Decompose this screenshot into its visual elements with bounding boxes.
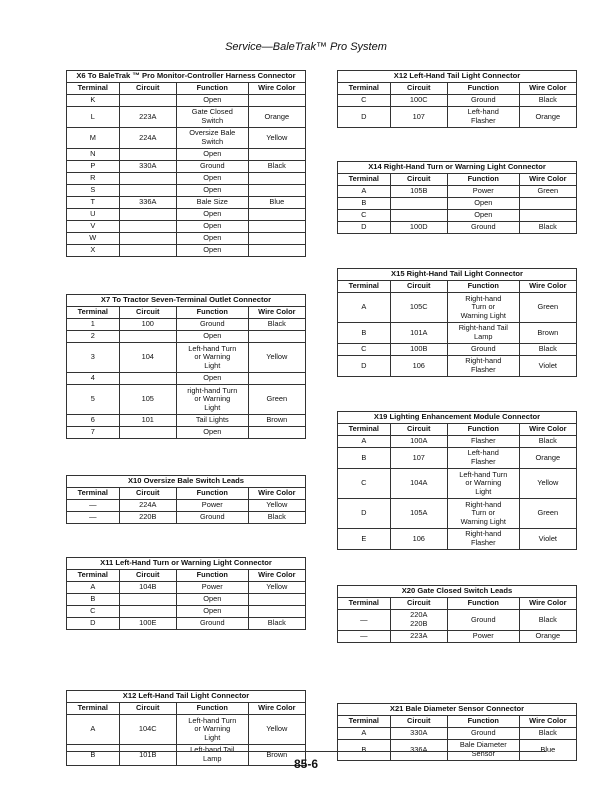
cell-circuit: 330A xyxy=(390,728,447,740)
table-x12-left-tail-light-cd xyxy=(337,70,577,128)
table-row xyxy=(338,529,577,550)
column-header-circuit: Circuit xyxy=(390,716,447,728)
cell-wire-color: Orange xyxy=(519,107,576,128)
cell-function: Open xyxy=(176,331,248,343)
cell-circuit: 104C xyxy=(119,715,176,745)
cell-circuit: 105C xyxy=(390,293,447,323)
table-title: X11 Left-Hand Turn or Warning Light Connector xyxy=(67,558,306,570)
cell-circuit: 100E xyxy=(119,618,176,630)
cell-circuit: 100B xyxy=(390,344,447,356)
cell-circuit: 336A xyxy=(119,197,176,209)
cell-function: Bale Diameter Sensor xyxy=(447,740,519,761)
table-title: X14 Right-Hand Turn or Warning Light Connector xyxy=(338,162,577,174)
column-header-terminal: Terminal xyxy=(67,307,120,319)
cell-function: Left-hand Tail Lamp xyxy=(176,745,248,766)
cell-circuit xyxy=(119,331,176,343)
column-header-function: Function xyxy=(447,83,519,95)
column-header-function: Function xyxy=(176,307,248,319)
cell-circuit: 105B xyxy=(390,186,447,198)
cell-wire-color xyxy=(248,95,305,107)
table-row xyxy=(338,293,577,323)
column-header-circuit: Circuit xyxy=(119,488,176,500)
table-row xyxy=(338,95,577,107)
table-row xyxy=(67,715,306,745)
column-header-terminal: Terminal xyxy=(338,598,391,610)
column-header-wire-color: Wire Color xyxy=(519,424,576,436)
column-header-wire-color: Wire Color xyxy=(519,83,576,95)
table-row xyxy=(338,198,577,210)
cell-wire-color: Black xyxy=(519,436,576,448)
column-header-wire-color: Wire Color xyxy=(248,307,305,319)
cell-circuit xyxy=(119,95,176,107)
table-row xyxy=(67,606,306,618)
cell-function: Ground xyxy=(447,95,519,107)
table-row xyxy=(67,582,306,594)
cell-wire-color xyxy=(248,245,305,257)
column-header-circuit: Circuit xyxy=(390,83,447,95)
table-row xyxy=(67,161,306,173)
cell-wire-color: Blue xyxy=(519,740,576,761)
column-header-wire-color: Wire Color xyxy=(248,703,305,715)
cell-circuit xyxy=(119,233,176,245)
column-header-function: Function xyxy=(176,703,248,715)
cell-wire-color: Blue xyxy=(248,197,305,209)
cell-circuit: 104B xyxy=(119,582,176,594)
table-x19-lighting-module xyxy=(337,411,577,550)
table-x12-left-tail-light-ab xyxy=(66,690,306,766)
cell-circuit xyxy=(119,594,176,606)
table-title: X12 Left-Hand Tail Light Connector xyxy=(338,71,577,83)
column-header-circuit: Circuit xyxy=(119,703,176,715)
column-header-wire-color: Wire Color xyxy=(248,570,305,582)
cell-terminal: — xyxy=(67,500,120,512)
table-row xyxy=(67,594,306,606)
column-header-wire-color: Wire Color xyxy=(248,488,305,500)
cell-wire-color: Green xyxy=(519,499,576,529)
table-row xyxy=(67,173,306,185)
table-row xyxy=(67,385,306,415)
cell-function: Ground xyxy=(176,319,248,331)
cell-function: Right-hand Turn or Warning Light xyxy=(447,499,519,529)
cell-wire-color xyxy=(248,209,305,221)
cell-terminal: D xyxy=(338,107,391,128)
cell-terminal: 7 xyxy=(67,427,120,439)
cell-function: Tail Lights xyxy=(176,415,248,427)
cell-terminal: C xyxy=(67,606,120,618)
table-row xyxy=(338,469,577,499)
cell-terminal: P xyxy=(67,161,120,173)
column-header-terminal: Terminal xyxy=(67,488,120,500)
cell-terminal: C xyxy=(338,210,391,222)
cell-function: Flasher xyxy=(447,436,519,448)
cell-wire-color xyxy=(248,149,305,161)
cell-function: Left-hand Turn or Warning Light xyxy=(176,343,248,373)
table-row xyxy=(67,128,306,149)
column-header-circuit: Circuit xyxy=(390,598,447,610)
cell-circuit xyxy=(390,198,447,210)
cell-circuit xyxy=(390,210,447,222)
cell-wire-color xyxy=(248,606,305,618)
table-row xyxy=(67,197,306,209)
cell-terminal: A xyxy=(338,186,391,198)
table-row xyxy=(67,331,306,343)
table-title: X21 Bale Diameter Sensor Connector xyxy=(338,704,577,716)
cell-function: Open xyxy=(176,95,248,107)
cell-function: Open xyxy=(176,245,248,257)
cell-circuit: 107 xyxy=(390,448,447,469)
cell-function: Ground xyxy=(447,610,519,631)
cell-wire-color: Brown xyxy=(248,745,305,766)
cell-function: Open xyxy=(447,210,519,222)
cell-wire-color: Black xyxy=(519,344,576,356)
column-header-wire-color: Wire Color xyxy=(519,281,576,293)
cell-wire-color: Black xyxy=(519,728,576,740)
column-header-wire-color: Wire Color xyxy=(248,83,305,95)
table-row xyxy=(67,373,306,385)
cell-terminal: B xyxy=(338,198,391,210)
cell-function: Open xyxy=(176,373,248,385)
cell-function: Open xyxy=(176,233,248,245)
table-x7-tractor-outlet xyxy=(66,294,306,439)
table-title: X19 Lighting Enhancement Module Connector xyxy=(338,412,577,424)
table-row xyxy=(338,448,577,469)
column-header-circuit: Circuit xyxy=(390,281,447,293)
cell-function: Ground xyxy=(176,161,248,173)
cell-terminal: B xyxy=(67,745,120,766)
cell-terminal: — xyxy=(67,512,120,524)
table-row xyxy=(338,499,577,529)
column-header-terminal: Terminal xyxy=(338,83,391,95)
cell-function: Right-hand Flasher xyxy=(447,529,519,550)
column-header-wire-color: Wire Color xyxy=(519,598,576,610)
cell-terminal: 6 xyxy=(67,415,120,427)
cell-terminal: D xyxy=(338,499,391,529)
cell-function: Ground xyxy=(176,512,248,524)
cell-terminal: L xyxy=(67,107,120,128)
table-row xyxy=(67,343,306,373)
cell-terminal: 4 xyxy=(67,373,120,385)
cell-function: Open xyxy=(176,427,248,439)
cell-function: Open xyxy=(447,198,519,210)
column-header-terminal: Terminal xyxy=(338,174,391,186)
cell-circuit xyxy=(119,149,176,161)
cell-function: Ground xyxy=(176,618,248,630)
cell-terminal: 5 xyxy=(67,385,120,415)
table-x6-monitor-controller-harness xyxy=(66,70,306,257)
table-x20-gate-closed-switch xyxy=(337,585,577,643)
column-header-function: Function xyxy=(447,281,519,293)
table-row xyxy=(338,107,577,128)
cell-function: Open xyxy=(176,221,248,233)
column-header-function: Function xyxy=(447,424,519,436)
cell-terminal: 1 xyxy=(67,319,120,331)
cell-function: Left-hand Turn or Warning Light xyxy=(176,715,248,745)
table-row xyxy=(67,618,306,630)
cell-terminal: A xyxy=(67,715,120,745)
cell-wire-color xyxy=(248,221,305,233)
cell-function: Right-hand Flasher xyxy=(447,356,519,377)
column-header-circuit: Circuit xyxy=(119,83,176,95)
column-header-circuit: Circuit xyxy=(390,174,447,186)
cell-wire-color: Orange xyxy=(248,107,305,128)
cell-terminal: N xyxy=(67,149,120,161)
cell-function: Open xyxy=(176,173,248,185)
cell-circuit xyxy=(119,245,176,257)
cell-function: Left-hand Turn or Warning Light xyxy=(447,469,519,499)
column-header-function: Function xyxy=(176,488,248,500)
cell-wire-color: Green xyxy=(519,186,576,198)
cell-function: Open xyxy=(176,606,248,618)
table-title: X7 To Tractor Seven-Terminal Outlet Connector xyxy=(67,295,306,307)
column-header-function: Function xyxy=(447,174,519,186)
cell-wire-color xyxy=(248,427,305,439)
cell-circuit: 330A xyxy=(119,161,176,173)
cell-circuit: 101 xyxy=(119,415,176,427)
footer-divider xyxy=(66,751,546,752)
table-x14-right-turn-light xyxy=(337,161,577,234)
cell-terminal: 3 xyxy=(67,343,120,373)
cell-circuit: 100D xyxy=(390,222,447,234)
cell-terminal: 2 xyxy=(67,331,120,343)
cell-terminal: — xyxy=(338,631,391,643)
cell-terminal: B xyxy=(338,740,391,761)
cell-circuit: 105 xyxy=(119,385,176,415)
cell-terminal: M xyxy=(67,128,120,149)
table-row xyxy=(338,210,577,222)
column-header-function: Function xyxy=(447,598,519,610)
cell-wire-color: Black xyxy=(248,319,305,331)
cell-function: Ground xyxy=(447,728,519,740)
table-x15-right-tail-light xyxy=(337,268,577,377)
table-row xyxy=(67,185,306,197)
cell-wire-color: Yellow xyxy=(519,469,576,499)
table-title: X10 Oversize Bale Switch Leads xyxy=(67,476,306,488)
cell-terminal: B xyxy=(67,594,120,606)
cell-circuit: 100C xyxy=(390,95,447,107)
table-row xyxy=(338,631,577,643)
cell-terminal: W xyxy=(67,233,120,245)
cell-wire-color: Yellow xyxy=(248,128,305,149)
cell-circuit xyxy=(119,173,176,185)
page-header: Service—BaleTrak™ Pro System xyxy=(225,41,387,53)
cell-terminal: C xyxy=(338,344,391,356)
cell-function: Open xyxy=(176,209,248,221)
cell-circuit: 101B xyxy=(119,745,176,766)
column-header-wire-color: Wire Color xyxy=(519,716,576,728)
table-row xyxy=(67,233,306,245)
cell-terminal: A xyxy=(338,728,391,740)
cell-wire-color xyxy=(519,210,576,222)
cell-wire-color: Yellow xyxy=(248,715,305,745)
table-row xyxy=(67,149,306,161)
table-row xyxy=(338,728,577,740)
cell-terminal: D xyxy=(67,618,120,630)
cell-terminal: X xyxy=(67,245,120,257)
table-row xyxy=(338,610,577,631)
cell-terminal: D xyxy=(338,356,391,377)
table-title: X15 Right-Hand Tail Light Connector xyxy=(338,269,577,281)
table-row xyxy=(67,95,306,107)
cell-wire-color: Violet xyxy=(519,356,576,377)
table-row xyxy=(67,245,306,257)
column-header-terminal: Terminal xyxy=(338,281,391,293)
cell-wire-color: Green xyxy=(248,385,305,415)
cell-wire-color xyxy=(519,198,576,210)
table-row xyxy=(67,500,306,512)
cell-terminal: E xyxy=(338,529,391,550)
column-header-wire-color: Wire Color xyxy=(519,174,576,186)
cell-circuit: 336A xyxy=(390,740,447,761)
cell-wire-color: Violet xyxy=(519,529,576,550)
table-row xyxy=(338,186,577,198)
table-row xyxy=(338,344,577,356)
column-header-circuit: Circuit xyxy=(119,307,176,319)
cell-wire-color xyxy=(248,185,305,197)
cell-circuit: 104A xyxy=(390,469,447,499)
column-header-terminal: Terminal xyxy=(67,570,120,582)
column-header-terminal: Terminal xyxy=(67,83,120,95)
table-x11-left-turn-light xyxy=(66,557,306,630)
cell-terminal: S xyxy=(67,185,120,197)
cell-circuit xyxy=(119,185,176,197)
cell-wire-color xyxy=(248,331,305,343)
cell-circuit: 220B xyxy=(119,512,176,524)
table-row xyxy=(67,221,306,233)
table-x21-bale-diameter-sensor xyxy=(337,703,577,761)
cell-circuit: 223A xyxy=(119,107,176,128)
cell-wire-color: Green xyxy=(519,293,576,323)
cell-circuit xyxy=(119,221,176,233)
cell-circuit: 224A xyxy=(119,500,176,512)
table-row xyxy=(338,323,577,344)
cell-terminal: T xyxy=(67,197,120,209)
cell-circuit: 101A xyxy=(390,323,447,344)
table-title: X20 Gate Closed Switch Leads xyxy=(338,586,577,598)
cell-function: Oversize Bale Switch xyxy=(176,128,248,149)
cell-function: Open xyxy=(176,149,248,161)
cell-function: Open xyxy=(176,185,248,197)
cell-circuit: 220A 220B xyxy=(390,610,447,631)
cell-function: Ground xyxy=(447,222,519,234)
cell-terminal: V xyxy=(67,221,120,233)
cell-wire-color: Yellow xyxy=(248,343,305,373)
table-row xyxy=(67,107,306,128)
cell-function: Gate Closed Switch xyxy=(176,107,248,128)
column-header-function: Function xyxy=(447,716,519,728)
cell-circuit: 223A xyxy=(390,631,447,643)
cell-wire-color: Black xyxy=(519,95,576,107)
cell-terminal: K xyxy=(67,95,120,107)
cell-wire-color xyxy=(248,373,305,385)
cell-circuit: 100 xyxy=(119,319,176,331)
cell-function: Right-hand Tail Lamp xyxy=(447,323,519,344)
cell-wire-color: Yellow xyxy=(248,582,305,594)
page-number: 85-6 xyxy=(293,757,319,771)
cell-circuit: 106 xyxy=(390,356,447,377)
cell-wire-color: Black xyxy=(519,610,576,631)
cell-terminal: A xyxy=(338,436,391,448)
cell-circuit: 100A xyxy=(390,436,447,448)
cell-terminal: A xyxy=(67,582,120,594)
cell-wire-color: Orange xyxy=(519,631,576,643)
column-header-function: Function xyxy=(176,83,248,95)
table-row xyxy=(67,427,306,439)
cell-function: Left-hand Flasher xyxy=(447,448,519,469)
table-x10-oversize-bale-switch xyxy=(66,475,306,524)
column-header-terminal: Terminal xyxy=(338,716,391,728)
cell-function: Power xyxy=(447,186,519,198)
cell-function: right-hand Turn or Warning Light xyxy=(176,385,248,415)
table-row xyxy=(338,356,577,377)
cell-function: Left-hand Flasher xyxy=(447,107,519,128)
cell-terminal: A xyxy=(338,293,391,323)
cell-function: Bale Size xyxy=(176,197,248,209)
table-row xyxy=(67,319,306,331)
cell-terminal: — xyxy=(338,610,391,631)
cell-wire-color xyxy=(248,233,305,245)
cell-function: Open xyxy=(176,594,248,606)
table-title: X12 Left-Hand Tail Light Connector xyxy=(67,691,306,703)
cell-terminal: D xyxy=(338,222,391,234)
table-row xyxy=(67,512,306,524)
cell-circuit: 106 xyxy=(390,529,447,550)
table-title: X6 To BaleTrak ™ Pro Monitor-Controller Harness Connector xyxy=(67,71,306,83)
cell-circuit: 107 xyxy=(390,107,447,128)
cell-terminal: R xyxy=(67,173,120,185)
cell-wire-color xyxy=(248,173,305,185)
table-row xyxy=(338,436,577,448)
cell-circuit: 104 xyxy=(119,343,176,373)
table-row xyxy=(67,209,306,221)
cell-function: Right-hand Turn or Warning Light xyxy=(447,293,519,323)
cell-wire-color: Brown xyxy=(519,323,576,344)
cell-terminal: B xyxy=(338,323,391,344)
cell-circuit xyxy=(119,373,176,385)
column-header-terminal: Terminal xyxy=(67,703,120,715)
cell-function: Power xyxy=(176,500,248,512)
cell-wire-color: Yellow xyxy=(248,500,305,512)
cell-terminal: U xyxy=(67,209,120,221)
cell-terminal: C xyxy=(338,469,391,499)
cell-wire-color: Brown xyxy=(248,415,305,427)
cell-function: Ground xyxy=(447,344,519,356)
column-header-function: Function xyxy=(176,570,248,582)
column-header-terminal: Terminal xyxy=(338,424,391,436)
table-row xyxy=(67,415,306,427)
cell-wire-color: Black xyxy=(248,512,305,524)
cell-wire-color: Black xyxy=(519,222,576,234)
cell-circuit: 105A xyxy=(390,499,447,529)
cell-wire-color: Black xyxy=(248,618,305,630)
cell-wire-color xyxy=(248,594,305,606)
cell-function: Power xyxy=(447,631,519,643)
cell-circuit xyxy=(119,606,176,618)
cell-wire-color: Black xyxy=(248,161,305,173)
column-header-circuit: Circuit xyxy=(119,570,176,582)
cell-circuit xyxy=(119,209,176,221)
cell-wire-color: Orange xyxy=(519,448,576,469)
cell-circuit xyxy=(119,427,176,439)
cell-function: Power xyxy=(176,582,248,594)
cell-terminal: C xyxy=(338,95,391,107)
table-row xyxy=(338,222,577,234)
cell-circuit: 224A xyxy=(119,128,176,149)
cell-terminal: B xyxy=(338,448,391,469)
column-header-circuit: Circuit xyxy=(390,424,447,436)
